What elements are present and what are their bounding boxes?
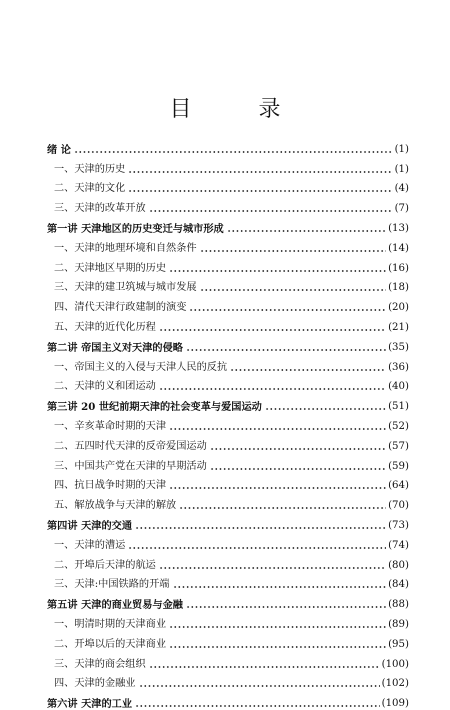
dot-leader <box>186 605 386 609</box>
toc-entry-page: (52) <box>388 420 409 432</box>
dot-leader <box>186 348 386 352</box>
toc-entry-page: (73) <box>388 519 409 531</box>
toc-entry-title: 五、天津的近代化历程 <box>54 321 156 333</box>
toc-entry-title: 二、天津地区早期的历史 <box>54 262 167 274</box>
dot-leader <box>173 585 387 589</box>
toc-entry-page: (74) <box>388 539 409 551</box>
dot-leader <box>210 447 386 451</box>
toc-entry-title: 五、解放战争与天津的解放 <box>54 500 177 512</box>
toc-section-entry <box>47 552 409 572</box>
toc-section-entry <box>47 275 409 295</box>
toc-section-entry <box>47 235 409 255</box>
toc-section-entry <box>47 532 409 552</box>
toc-entry-page: (16) <box>388 262 409 274</box>
toc-section-entry <box>47 195 409 215</box>
toc-entry-title: 三、中国共产党在天津的早期活动 <box>54 460 207 472</box>
toc-entry-title: 第三讲 20 世纪前期天津的社会变革与爱国运动 <box>47 401 262 414</box>
toc-chapter-entry <box>47 512 409 532</box>
toc-chapter-entry <box>47 591 409 611</box>
toc-entry-title: 一、天津的地理环境和自然条件 <box>54 242 197 254</box>
page-title: 目 录 <box>169 97 311 122</box>
toc-entry-title: 一、天津的历史 <box>54 163 126 175</box>
dot-leader <box>200 288 386 292</box>
toc-entry-page: (59) <box>388 460 409 472</box>
toc-entry-page: (40) <box>388 381 409 393</box>
toc-section-entry <box>47 176 409 196</box>
toc-entry-title: 一、辛亥革命时期的天津 <box>54 420 167 432</box>
dot-leader <box>169 645 386 649</box>
table-of-contents <box>47 136 409 710</box>
toc-entry-page: (102) <box>381 678 409 690</box>
dot-leader <box>200 249 386 253</box>
toc-entry-page: (95) <box>388 638 409 650</box>
toc-entry-title: 二、开埠以后的天津商业 <box>54 638 167 650</box>
toc-entry-page: (14) <box>388 242 409 254</box>
dot-leader <box>265 407 386 411</box>
dot-leader <box>128 189 392 193</box>
toc-entry-title: 三、天津:中国铁路的开端 <box>54 579 170 591</box>
toc-entry-title: 一、明清时期的天津商业 <box>54 618 167 630</box>
toc-entry-title: 第二讲 帝国主义对天津的侵略 <box>47 341 183 354</box>
toc-entry-page: (64) <box>388 480 409 492</box>
dot-leader <box>169 486 386 490</box>
toc-section-entry <box>47 314 409 334</box>
toc-entry-page: (109) <box>381 698 409 710</box>
toc-entry-page: (51) <box>388 401 409 413</box>
toc-section-entry <box>47 156 409 176</box>
toc-entry-title: 三、天津的改革开放 <box>54 203 146 215</box>
toc-entry-page: (89) <box>388 618 409 630</box>
dot-leader <box>169 269 386 273</box>
toc-section-entry <box>47 374 409 394</box>
toc-entry-page: (88) <box>388 599 409 611</box>
toc-entry-page: (13) <box>388 222 409 234</box>
toc-entry-page: (80) <box>388 559 409 571</box>
toc-entry-page: (18) <box>388 282 409 294</box>
toc-entry-page: (84) <box>388 579 409 591</box>
dot-leader <box>189 308 386 312</box>
toc-entry-title: 三、天津的建卫筑城与城市发展 <box>54 282 197 294</box>
toc-entry-page: (35) <box>388 341 409 353</box>
toc-section-entry <box>47 473 409 493</box>
toc-entry-page: (7) <box>394 203 409 215</box>
toc-section-entry <box>47 631 409 651</box>
toc-entry-title: 一、帝国主义的入侵与天津人民的反抗 <box>54 361 228 373</box>
toc-section-entry <box>47 433 409 453</box>
toc-entry-title: 二、天津的文化 <box>54 183 126 195</box>
dot-leader <box>74 150 393 154</box>
dot-leader <box>159 566 386 570</box>
toc-entry-title: 第一讲 天津地区的历史变迁与城市形成 <box>47 222 224 235</box>
toc-entry-title: 四、抗日战争时期的天津 <box>54 480 167 492</box>
toc-entry-page: (1) <box>394 143 409 155</box>
dot-leader <box>149 209 393 213</box>
toc-section-entry <box>47 294 409 314</box>
toc-section-entry <box>47 671 409 691</box>
toc-section-entry <box>47 354 409 374</box>
toc-entry-title: 一、天津的漕运 <box>54 539 126 551</box>
toc-entry-title: 第四讲 天津的交通 <box>47 519 133 532</box>
toc-chapter-entry <box>47 334 409 354</box>
toc-section-entry <box>47 453 409 473</box>
toc-chapter-entry <box>47 690 409 710</box>
toc-chapter-entry <box>47 393 409 413</box>
dot-leader <box>135 526 386 530</box>
toc-entry-title: 第六讲 天津的工业 <box>47 698 133 710</box>
dot-leader <box>149 665 380 669</box>
toc-section-entry <box>47 611 409 631</box>
toc-entry-title: 绪 论 <box>47 143 71 156</box>
dot-leader <box>128 546 386 550</box>
toc-section-entry <box>47 572 409 592</box>
dot-leader <box>169 625 386 629</box>
toc-section-entry <box>47 413 409 433</box>
toc-section-entry <box>47 492 409 512</box>
toc-chapter-entry <box>47 215 409 235</box>
dot-leader <box>210 467 386 471</box>
toc-entry-page: (21) <box>388 321 409 333</box>
toc-entry-page: (70) <box>388 500 409 512</box>
dot-leader <box>128 170 392 174</box>
dot-leader <box>159 328 386 332</box>
dot-leader <box>159 387 386 391</box>
toc-entry-title: 四、天津的金融业 <box>54 678 136 690</box>
toc-entry-title: 二、开埠后天津的航运 <box>54 559 156 571</box>
toc-section-entry <box>47 651 409 671</box>
dot-leader <box>169 427 386 431</box>
dot-leader <box>179 506 386 510</box>
toc-entry-title: 二、天津的义和团运动 <box>54 381 156 393</box>
dot-leader <box>135 704 380 708</box>
toc-entry-title: 第五讲 天津的商业贸易与金融 <box>47 599 183 612</box>
toc-entry-page: (57) <box>388 440 409 452</box>
toc-entry-page: (100) <box>381 658 409 670</box>
toc-chapter-entry <box>47 136 409 156</box>
dot-leader <box>139 684 380 688</box>
toc-entry-title: 二、五四时代天津的反帝爱国运动 <box>54 440 207 452</box>
toc-entry-page: (36) <box>388 361 409 373</box>
dot-leader <box>230 368 386 372</box>
toc-section-entry <box>47 255 409 275</box>
toc-entry-page: (4) <box>394 183 409 195</box>
toc-entry-page: (1) <box>394 163 409 175</box>
toc-entry-page: (20) <box>388 302 409 314</box>
toc-entry-title: 四、清代天津行政建制的演变 <box>54 302 187 314</box>
toc-entry-title: 三、天津的商会组织 <box>54 658 146 670</box>
dot-leader <box>227 229 386 233</box>
